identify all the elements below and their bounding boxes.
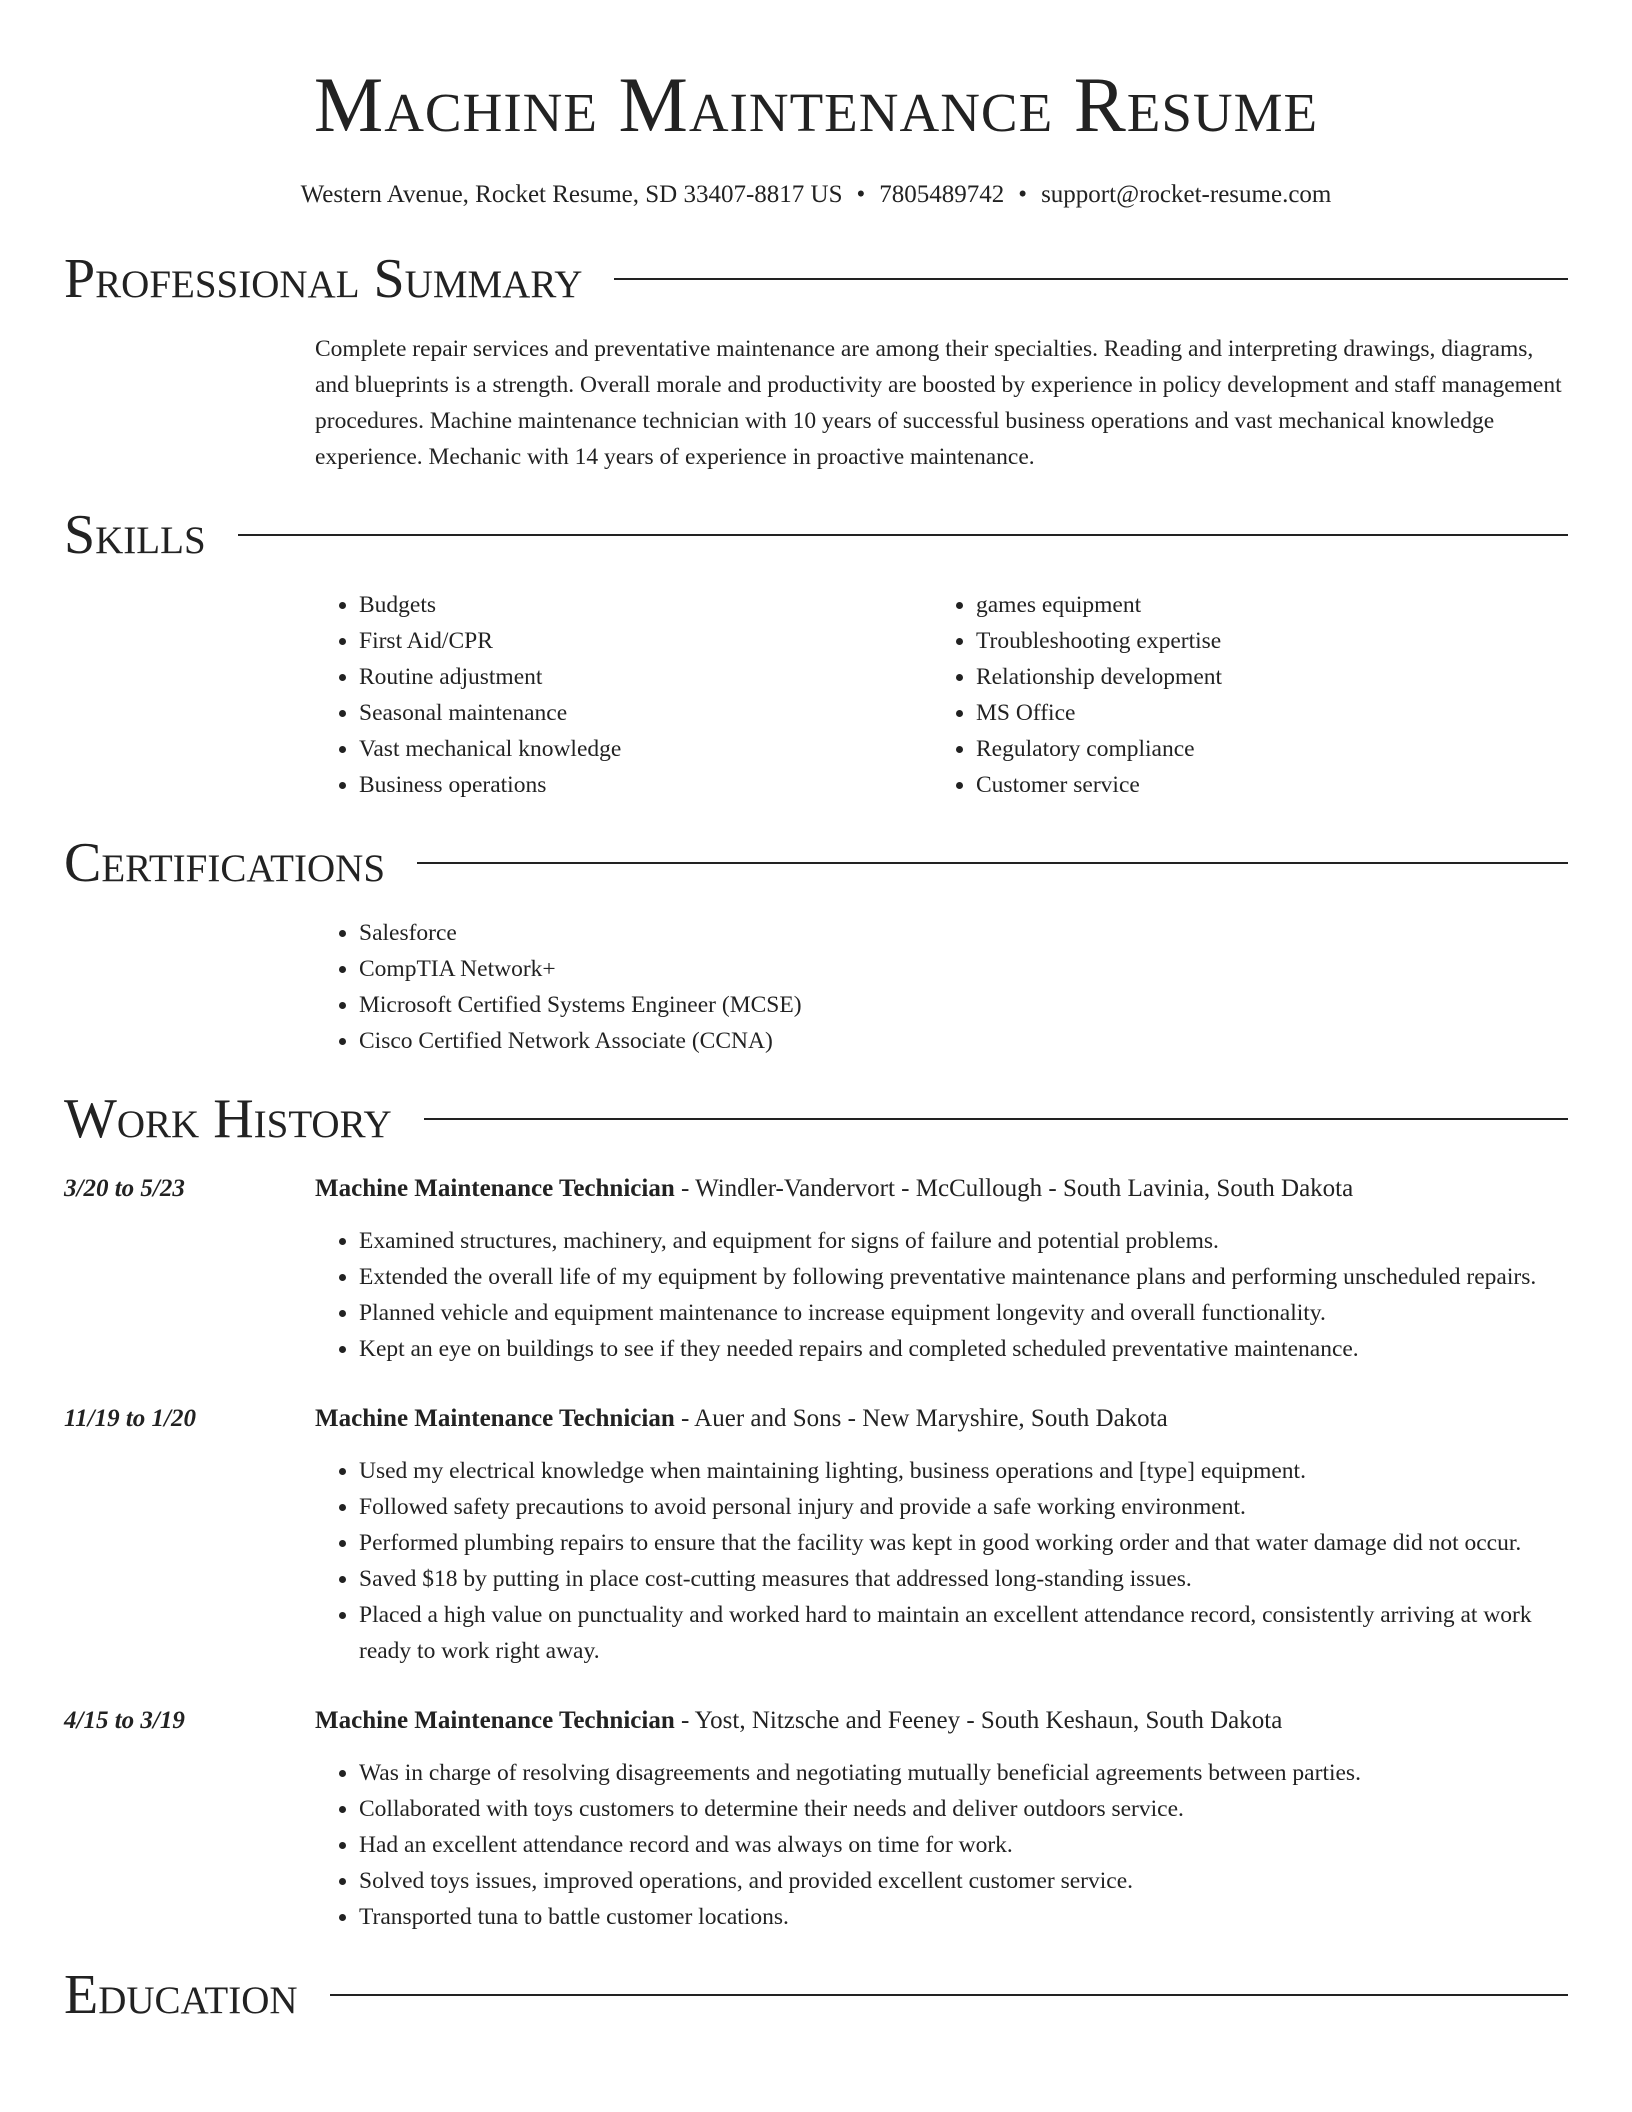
section-divider	[330, 1994, 1568, 1996]
job-entry	[64, 1171, 1568, 1367]
list-item: • Business operations	[359, 767, 932, 803]
section-header-work	[64, 1089, 1568, 1149]
list-item: • Placed a high value on punctuality and worked hard to maintain an excellent attendance record, consistently arriving at work ready to work right away.	[359, 1597, 1568, 1669]
job-details: - Windler-Vandervort - McCullough - South Lavinia, South Dakota	[674, 1175, 1354, 1202]
section-header-summary	[64, 249, 1568, 309]
job-title: Machine Maintenance Technician	[315, 1405, 675, 1432]
job-heading	[315, 1401, 1168, 1437]
job-title: Machine Maintenance Technician	[315, 1175, 675, 1202]
list-item: • Used my electrical knowledge when maintaining lighting, business operations and [type] equipment.	[359, 1453, 1568, 1489]
job-entry	[64, 1401, 1568, 1669]
section-title-certifications: Certifications	[64, 832, 386, 894]
list-item: • Kept an eye on buildings to see if they needed repairs and completed scheduled preventative maintenance.	[359, 1331, 1568, 1367]
list-item: • Collaborated with toys customers to determine their needs and deliver outdoors service.	[359, 1791, 1568, 1827]
summary-text: Complete repair services and preventative maintenance are among their specialties. Reading and interpreting drawings, diagrams, and blueprints is a strength. Overall morale and productivity are boosted by experience in policy development and staff management procedures. Machine maintenance technician with 10 years of successful business operations and vast mechanical knowledge experience. Mechanic with 14 years of experience in proactive maintenance.	[315, 336, 1562, 470]
contact-separator: •	[1018, 181, 1028, 208]
list-item: • Cisco Certified Network Associate (CCNA)	[359, 1023, 1568, 1059]
job-entry	[64, 1703, 1568, 1935]
job-dates: 4/15 to 3/19	[64, 1707, 185, 1734]
list-item: • Vast mechanical knowledge	[359, 731, 932, 767]
section-divider	[614, 278, 1568, 280]
section-title-education: Education	[64, 1964, 298, 2026]
job-header	[64, 1703, 1568, 1739]
contact-line	[64, 178, 1568, 212]
list-item: • Solved toys issues, improved operations, and provided excellent customer service.	[359, 1863, 1568, 1899]
list-item: • Microsoft Certified Systems Engineer (MCSE)	[359, 987, 1568, 1023]
list-item: • Extended the overall life of my equipment by following preventative maintenance plans and performing unscheduled repairs.	[359, 1259, 1568, 1295]
section-header-certifications	[64, 833, 1568, 893]
list-item: • Budgets	[359, 587, 932, 623]
list-item: • Routine adjustment	[359, 659, 932, 695]
job-details: - Auer and Sons - New Maryshire, South Dakota	[674, 1405, 1168, 1432]
list-item: • Regulatory compliance	[976, 731, 1549, 767]
list-item: • Transported tuna to battle customer locations.	[359, 1899, 1568, 1935]
list-item: • MS Office	[976, 695, 1549, 731]
section-divider	[424, 1118, 1568, 1120]
section-divider	[238, 534, 1568, 536]
list-item: • Followed safety precautions to avoid personal injury and provide a safe working environment.	[359, 1489, 1568, 1525]
skills-column-left	[315, 587, 932, 803]
list-item: • First Aid/CPR	[359, 623, 932, 659]
contact-address: Western Avenue, Rocket Resume, SD 33407-8817 US	[300, 181, 843, 208]
certifications-list	[315, 915, 1568, 1059]
list-item: • Seasonal maintenance	[359, 695, 932, 731]
section-title-work: Work History	[64, 1088, 392, 1150]
job-heading	[315, 1171, 1353, 1207]
list-item: • Planned vehicle and equipment maintenance to increase equipment longevity and overall functionality.	[359, 1295, 1568, 1331]
contact-phone: 7805489742	[879, 181, 1005, 208]
list-item: • Saved $18 by putting in place cost-cutting measures that addressed long-standing issues.	[359, 1561, 1568, 1597]
job-header	[64, 1401, 1568, 1437]
job-dates: 11/19 to 1/20	[64, 1405, 196, 1432]
list-item: • Had an excellent attendance record and was always on time for work.	[359, 1827, 1568, 1863]
job-bullets	[315, 1223, 1568, 1367]
section-header-skills	[64, 505, 1568, 565]
section-divider	[417, 862, 1568, 864]
job-bullets	[315, 1453, 1568, 1669]
job-heading	[315, 1703, 1282, 1739]
list-item: • Examined structures, machinery, and equipment for signs of failure and potential problems.	[359, 1223, 1568, 1259]
list-item: • games equipment	[976, 587, 1549, 623]
job-bullets	[315, 1755, 1568, 1935]
resume-page	[64, 0, 1568, 2025]
skills-column-right	[932, 587, 1549, 803]
section-title-skills: Skills	[64, 504, 206, 566]
list-item: • Performed plumbing repairs to ensure that the facility was kept in good working order and that water damage did not occur.	[359, 1525, 1568, 1561]
list-item: • Customer service	[976, 767, 1549, 803]
list-item: • Was in charge of resolving disagreements and negotiating mutually beneficial agreements between parties.	[359, 1755, 1568, 1791]
job-header	[64, 1171, 1568, 1207]
job-details: - Yost, Nitzsche and Feeney - South Keshaun, South Dakota	[674, 1707, 1283, 1734]
list-item: • Troubleshooting expertise	[976, 623, 1549, 659]
list-item: • Salesforce	[359, 915, 1568, 951]
job-title: Machine Maintenance Technician	[315, 1707, 675, 1734]
skills-list	[315, 587, 1568, 803]
contact-email: support@rocket-resume.com	[1041, 181, 1332, 208]
job-dates: 3/20 to 5/23	[64, 1175, 185, 1202]
list-item: • CompTIA Network+	[359, 951, 1568, 987]
section-header-education	[64, 1965, 1568, 2025]
list-item: • Relationship development	[976, 659, 1549, 695]
section-title-summary: Professional Summary	[64, 248, 583, 310]
contact-separator: •	[856, 181, 866, 208]
resume-title: Machine Maintenance Resume	[313, 61, 1319, 148]
